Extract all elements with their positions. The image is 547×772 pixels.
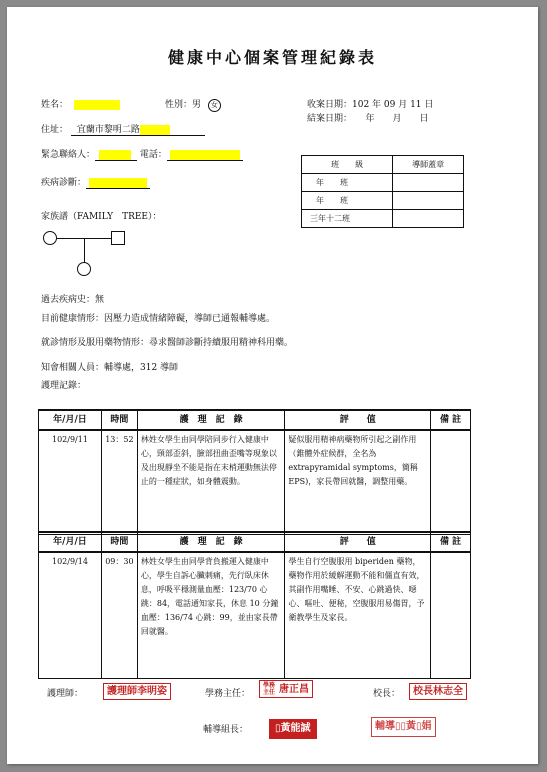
address-row: [41, 124, 205, 136]
record-evaluation: 學生自行空腹服用 biperiden 藥物，藥物作用於緩解運動不能和僵直有效，其副作用嘴睡、不安、心跳過快、噁心、嘔吐、便秘，空腹服用易傷胃，予衛教學生及家長。: [285, 552, 431, 678]
nursing-record-table-2: [38, 531, 471, 679]
class-row-2: 年 班: [302, 192, 393, 210]
diagnosis-row: [41, 177, 150, 189]
header-remark: 備 註: [431, 410, 471, 430]
father-square: [111, 231, 125, 245]
header-evaluation: 評 值: [285, 410, 431, 430]
address-redacted: [140, 125, 170, 135]
nurse-stamp: 護理師李明姿: [103, 683, 171, 700]
gender-label: 性別：: [165, 100, 193, 110]
patient-circle: [77, 262, 91, 276]
teacher-stamp-header: 導師蓋章: [393, 156, 464, 174]
current-health: 目前健康情形：因壓力造成情緒障礙，導師已通報輔導處。: [41, 314, 276, 324]
nursing-record-label: 護理記錄：: [41, 381, 87, 391]
notified-persons: 知會相關人員：輔導處，312 導師: [41, 363, 179, 373]
closed-date: 結案日期： 年 月 日: [307, 114, 429, 124]
header-date: 年/月/日: [39, 532, 102, 552]
descent-line: [84, 238, 85, 264]
record-note: 林姓女學生由同學背負搬運入健康中心，學生自訴心臟刺痛，先行臥床休息，呼吸平穩測量血壓：123/70 心跳：84，電話通知家長，休息 10 分鐘血壓：136/74 心跳：99，並由家長帶回就醫。: [137, 552, 285, 678]
record-time: 09：30: [101, 552, 137, 678]
document-page: [7, 7, 538, 764]
family-tree-label: 家族譜（FAMILY TREE）：: [41, 212, 162, 222]
header-evaluation: 評 值: [285, 532, 431, 552]
record-note: 林姓女學生由同學陪同步行入健康中心，頸部歪斜，臉部扭曲歪嘴等現象以及出現靜坐不能是指在末梢運動無法停止的一種症狀，如身體震動。: [137, 430, 285, 534]
record-table-2-header: [39, 532, 471, 552]
class-table: [301, 155, 464, 228]
emergency-label: 緊急聯絡人：: [41, 150, 96, 160]
header-remark: 備 註: [431, 532, 471, 552]
record-table-1-header: [39, 410, 471, 430]
document-title: 健康中心個案管理紀錄表: [167, 48, 377, 67]
class-row-3: 三年十二班: [302, 210, 393, 228]
emergency-row: [41, 149, 243, 161]
record-date: 102/9/14: [39, 552, 102, 678]
past-history: 過去疾病史：無: [41, 295, 105, 305]
emergency-redacted: [99, 150, 131, 160]
record-remark: [431, 552, 471, 678]
phone-redacted: [170, 150, 240, 160]
class-row-1: 年 班: [302, 174, 393, 192]
received-date: 收案日期：102 年 09 月 11 日: [307, 100, 434, 110]
diagnosis-redacted: [89, 178, 147, 188]
diagnosis-label: 疾病診斷：: [41, 178, 87, 188]
header-nursing-note: 護 理 記 錄: [137, 410, 285, 430]
teacher-stamp-3: [393, 210, 464, 228]
counsel-stamp-1: ▯黃能誠: [269, 719, 317, 739]
header-time: 時間: [101, 532, 137, 552]
marriage-line: [57, 238, 113, 239]
table-row: [39, 430, 471, 534]
name-row: [41, 99, 120, 111]
director-signature-label: 學務主任：: [205, 689, 251, 699]
counsel-signature-label: 輔導組長：: [203, 725, 249, 735]
gender-row: [165, 99, 221, 112]
gender-circle-mark: 女: [208, 99, 221, 112]
nurse-signature-label: 護理師：: [47, 689, 84, 699]
class-header: 班 級: [302, 156, 393, 174]
address-label: 住址：: [41, 125, 69, 135]
counsel-stamp-2: 輔導▯▯黃▯娟: [371, 717, 436, 737]
header-date: 年/月/日: [39, 410, 102, 430]
phone-label: 電話：: [139, 150, 167, 160]
principal-stamp: 校長林志全: [409, 683, 467, 700]
director-stamp-title: 學務主任: [263, 682, 276, 696]
nursing-record-table-1: [38, 409, 471, 535]
address-field: [71, 124, 205, 136]
principal-signature-label: 校長：: [373, 689, 401, 699]
record-time: 13：52: [101, 430, 137, 534]
teacher-stamp-1: [393, 174, 464, 192]
mother-circle: [43, 231, 57, 245]
director-stamp: [259, 680, 313, 698]
treatment-status: 就診情形及服用藥物情形：尋求醫師診斷持續服用精神科用藥。: [41, 338, 294, 348]
name-label: 姓名：: [41, 100, 69, 110]
teacher-stamp-2: [393, 192, 464, 210]
header-nursing-note: 護 理 記 錄: [137, 532, 285, 552]
address-value: 宜蘭市黎明二路: [76, 125, 140, 135]
record-remark: [431, 430, 471, 534]
header-time: 時間: [101, 410, 137, 430]
gender-value: 男: [192, 100, 202, 110]
table-row: [39, 552, 471, 678]
director-stamp-name: 唐正昌: [279, 683, 309, 695]
name-redacted: [74, 100, 120, 110]
record-date: 102/9/11: [39, 430, 102, 534]
record-evaluation: 疑似服用精神病藥物所引起之副作用（錐體外症候群，全名為 extrapyramidal symptoms，簡稱 EPS)，家長帶回就醫，調整用藥。: [285, 430, 431, 534]
